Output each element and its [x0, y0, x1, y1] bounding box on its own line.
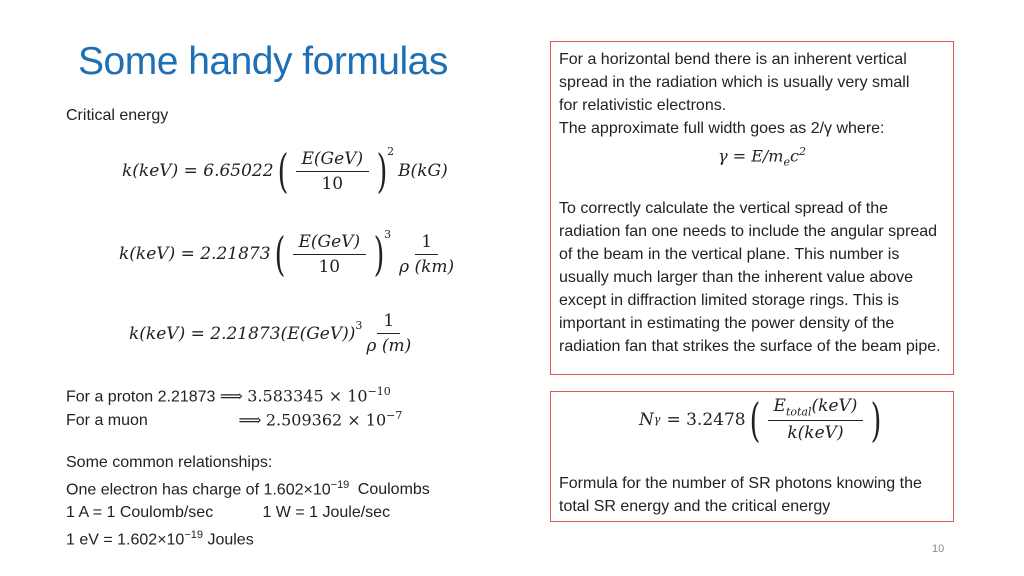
eq2-denominator-2: ρ (km): [399, 256, 455, 277]
eq2-numerator: E(GeV): [293, 232, 367, 255]
eq1-exponent: 2: [387, 144, 395, 158]
equation-1: k(keV) = 6.65022 ( $\frac{\text{E(GeV)}}{10}$ ) 2 B(kG): [122, 144, 448, 198]
photon-number-caption: Formula for the number of SR photons knowing the total SR energy and the critical energy: [559, 475, 922, 515]
equation-2: k(keV) = 2.21873 ( $\frac{\text{E(GeV)}}{10}$ ) 3 $\frac{1}{\rho (km)}$: [119, 227, 455, 281]
vertical-spread-box: For a horizontal bend there is an inherent vertical spread in the radiation which is usually very small for relativistic electrons. The approximate full width goes as 2/γ where: $\gamma = E/m_ec^2$ To correctly calculate the vertical spread of the radiation fan one needs to include the angular spread of the beam in the vertical plane. This number is usually much larger than the inherent value above except in diffraction limited storage rings. This is important in estimating the power density of the radiation fan that strikes the surface of the beam pipe.: [550, 41, 954, 375]
eq1-tail: B(kG): [398, 161, 448, 181]
eq1-numerator: E(GeV): [296, 149, 370, 172]
proton-line: For a proton 2.21873 ⟹ $3.583345 \times 10^{-10}$: [66, 385, 391, 406]
eq2-denominator: 10: [318, 256, 341, 277]
eq3-lhs: k(keV) = 2.21873(E(GeV)): [129, 323, 356, 344]
relationships-heading: Some common relationships:: [66, 454, 273, 471]
eq2-exponent: 3: [384, 227, 392, 241]
photon-number-equation: N γ = 3.2478 ( $\frac{E_{total}(keV)}{\text{k(keV)}}$ ): [639, 392, 882, 447]
page-number: 10: [932, 543, 945, 555]
angular-spread-paragraph: To correctly calculate the vertical spread of the radiation fan one needs to include the angular spread of the beam in the vertical plane. This number is usually much larger than the inherent value above except in diffraction limited storage rings. This is important in estimating the power density of the radiation fan that strikes the surface of the beam pipe.: [559, 199, 941, 355]
eq2-lhs: k(keV) = 2.21873: [119, 244, 271, 264]
eq3-numerator: 1: [377, 311, 400, 334]
page-title: Some handy formulas: [78, 40, 448, 83]
electron-charge: One electron has charge of $1.602\times 10^{-19}$ Coulombs: [66, 479, 430, 499]
eq1-denominator: 10: [321, 173, 344, 194]
ampere-watt: 1 A = 1 Coulomb/sec 1 W = 1 Joule/sec: [66, 504, 391, 522]
eq3-denominator: ρ (m): [366, 336, 412, 356]
relationships: [66, 451, 430, 552]
eq2-numerator-2: 1: [415, 232, 438, 255]
eq1-lhs: k(keV) = 6.65022: [122, 161, 274, 181]
critical-energy-label: Critical energy: [66, 107, 169, 124]
muon-line: For a muon ⟹ $2.509362 \times 10^{-7}$: [66, 409, 403, 430]
equation-3: [129, 311, 415, 356]
eq3-exponent: 3: [355, 319, 363, 332]
gamma-equation: $\gamma = E/m_ec^2$: [718, 145, 806, 169]
electron-volt: 1 eV = $1.602\times 10^{-19}$ Joules: [66, 529, 254, 549]
photon-number-box: [550, 391, 954, 522]
